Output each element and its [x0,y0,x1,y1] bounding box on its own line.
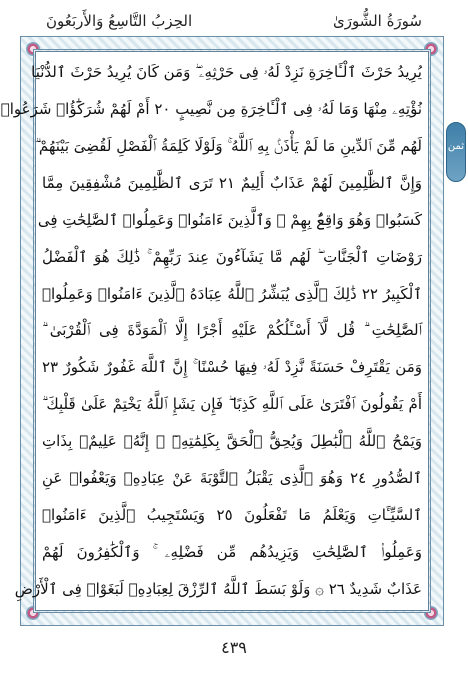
verse-lines [0,56,422,606]
quarter-marker-label: ثمن [447,141,465,152]
text-line: عَذَابٌ شَدِيدٌ ٢٦ ۞ وَلَوْ بَسَطَ ٱللَّهُ ٱلرِّزْقَ لِعِبَادِهِۦ لَبَغَوْا۟ فِى ٱلْأَرْضِ [14,579,422,598]
text-line: أَمْ يَقُولُونَ ٱفْتَرَىٰ عَلَى ٱللَّهِ كَذِبًا ۖ فَإِن يَشَإِ ٱللَّهُ يَخْتِمْ عَلَىٰ قَلْبِكَ ۗ [42,395,422,414]
text-line: نُؤْتِهِۦ مِنْهَا وَمَا لَهُۥ فِى ٱلْـَٔاخِرَةِ مِن نَّصِيبٍ ٢٠ أَمْ لَهُمْ شُرَكَٰٓؤُا۟ شَرَعُوا۟ [0,99,422,118]
quarter-marker [446,122,466,182]
ornamental-frame [0,36,444,626]
text-line: لَهُم مِّنَ ٱلدِّينِ مَا لَمْ يَأْذَنۢ بِهِ ٱللَّهُ ۚ وَلَوْلَا كَلِمَةُ ٱلْفَصْلِ لَقُضِىَ بَيْنَهُمْ ۗ [35,136,422,155]
text-line: ٱلصَّٰلِحَٰتِ ۗ قُل لَّآ أَسْـَٔلُكُمْ عَلَيْهِ أَجْرًا إِلَّا ٱلْمَوَدَّةَ فِى ٱلْقُرْبَىٰ ۗ [42,321,422,340]
text-line: ٱلسَّيِّـَٔاتِ وَيَعْلَمُ مَا تَفْعَلُونَ ٢٥ وَيَسْتَجِيبُ ٱلَّذِينَ ءَامَنُوا۟ [42,506,422,525]
text-line: وَيَمْحُ ٱللَّهُ ٱلْبَٰطِلَ وَيُحِقُّ ٱلْحَقَّ بِكَلِمَٰتِهِۦٓ ۚ إِنَّهُۥ عَلِيمٌۢ بِذَاتِ [42,432,422,451]
text-line: ٱلْكَبِيرُ ٢٢ ذَٰلِكَ ٱلَّذِى يُبَشِّرُ ٱللَّهُ عِبَادَهُ ٱلَّذِينَ ءَامَنُوا۟ وَعَمِلُوا۟ [42,284,422,303]
hizb-label: الحِزبُ التَّاسِعُ وَالأَربَعُونَ [46,12,193,30]
page-header [0,6,468,36]
page-number: ٤٣٩ [221,638,247,657]
text-line: رَوْضَاتِ ٱلْجَنَّاتِ ۖ لَهُم مَّا يَشَآءُونَ عِندَ رَبِّهِمْ ۚ ذَٰلِكَ هُوَ ٱلْفَضْلُ [42,247,422,266]
surah-name: سُورَةُ الشُّورَىٰ [332,12,422,30]
text-line: وَإِنَّ ٱلظَّٰلِمِينَ لَهُمْ عَذَابٌ أَلِيمٌ ٢١ تَرَى ٱلظَّٰلِمِينَ مُشْفِقِينَ مِمَّا [42,173,422,192]
text-panel [0,51,429,611]
text-line: وَمَن يَقْتَرِفْ حَسَنَةً نَّزِدْ لَهُۥ فِيهَا حُسْنًا ۚ إِنَّ ٱللَّهَ غَفُورٌ شَكُورٌ ٢٣ [42,358,422,377]
text-line: ٱلصُّدُورِ ٢٤ وَهُوَ ٱلَّذِى يَقْبَلُ ٱلتَّوْبَةَ عَنْ عِبَادِهِۦ وَيَعْفُوا۟ عَنِ [42,469,422,488]
text-line: يُرِيدُ حَرْثَ ٱلْـَٔاخِرَةِ نَزِدْ لَهُۥ فِى حَرْثِهِۦ ۖ وَمَن كَانَ يُرِيدُ حَرْثَ ٱلدُّنْيَا [31,63,422,81]
text-line: كَسَبُوا۟ وَهُوَ وَاقِعٌۢ بِهِمْ ۗ وَٱلَّذِينَ ءَامَنُوا۟ وَعَمِلُوا۟ ٱلصَّٰلِحَٰتِ فِى [37,210,422,229]
text-line: وَعَمِلُوا۟ ٱلصَّٰلِحَٰتِ وَيَزِيدُهُم مِّن فَضْلِهِۦ ۚ وَٱلْكَٰفِرُونَ لَهُمْ [42,542,422,561]
